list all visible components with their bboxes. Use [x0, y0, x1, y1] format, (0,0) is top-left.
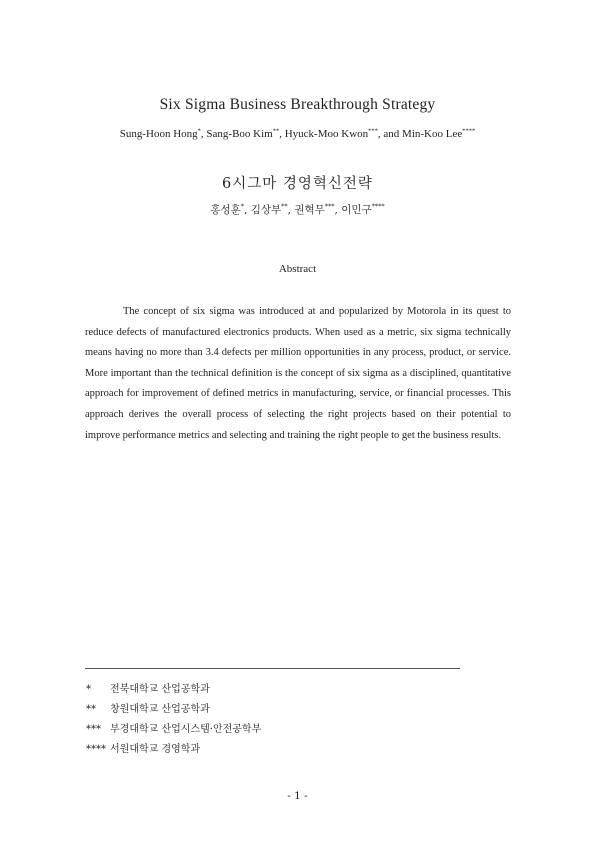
author-name-korean: 이민구 [341, 204, 372, 216]
paper-title-english: Six Sigma Business Breakthrough Strategy [159, 96, 436, 113]
author-name: Min-Koo Lee [402, 128, 463, 140]
footnote-affiliation: 부경대학교 산업시스템·안전공학부 [110, 724, 262, 735]
footnote-affiliation: 서원대학교 경영학과 [110, 744, 201, 755]
author-affiliation-mark: **** [462, 127, 476, 135]
footnote-mark: **** [86, 744, 106, 755]
author-separator: , [279, 128, 285, 140]
footnote-mark: * [86, 684, 91, 695]
footnote-divider [85, 668, 460, 669]
author-name-korean: 권혁무 [294, 204, 325, 216]
author-separator: , [334, 204, 342, 216]
author-affiliation-mark: ** [281, 202, 288, 211]
author-name: Sang-Boo Kim [206, 128, 273, 140]
author-name: Sung-Hoon Hong [119, 128, 198, 140]
footnote-affiliation: 전북대학교 산업공학과 [110, 684, 210, 695]
footnote-affiliation: 창원대학교 산업공학과 [110, 704, 210, 715]
footnote-item [86, 700, 261, 720]
author-affiliation-mark: **** [371, 202, 385, 211]
footnote-item [86, 740, 261, 760]
author-name-korean: 홍성훈 [210, 204, 241, 216]
author-affiliation-mark: *** [368, 127, 378, 135]
paper-title-korean: 6시그마 경영혁신전략 [222, 176, 373, 192]
author-list-english [0, 128, 595, 140]
page-number: - 1 - [287, 790, 308, 802]
author-name-korean: 김상부 [250, 204, 282, 216]
author-separator: , [200, 128, 207, 140]
author-list-korean [0, 202, 595, 217]
footnote-mark: ** [86, 704, 96, 715]
author-affiliation-mark: ** [272, 127, 280, 135]
abstract-body: The concept of six sigma was introduced at and popularized by Motorola in its quest to reduce defects of manufactured electronics products. When used as a metric, six sigma technically means having no more than 3.4 defects per million opportunities in any process, product, or service. More important than the technical definition is the concept of six sigma as a disciplined, quantitative approach for improvement of defined metrics in manufacturing, service, or financial processes. This approach derives the overall process of selecting the right projects based on their potential to improve performance metrics and selecting and training the right people to get the business results. [85, 306, 511, 441]
author-affiliation-mark: * [197, 127, 201, 135]
author-separator: , and [377, 128, 403, 140]
author-affiliation-mark: *** [324, 202, 335, 211]
footnote-mark: *** [86, 724, 101, 735]
author-separator: , [244, 204, 251, 216]
author-name: Hyuck-Moo Kwon [284, 128, 369, 140]
footnote-list [86, 680, 261, 760]
footnote-item [86, 680, 261, 700]
footnote-item [86, 720, 261, 740]
abstract-heading: Abstract [278, 263, 317, 275]
author-separator: , [287, 204, 295, 216]
author-affiliation-mark: * [240, 202, 245, 211]
